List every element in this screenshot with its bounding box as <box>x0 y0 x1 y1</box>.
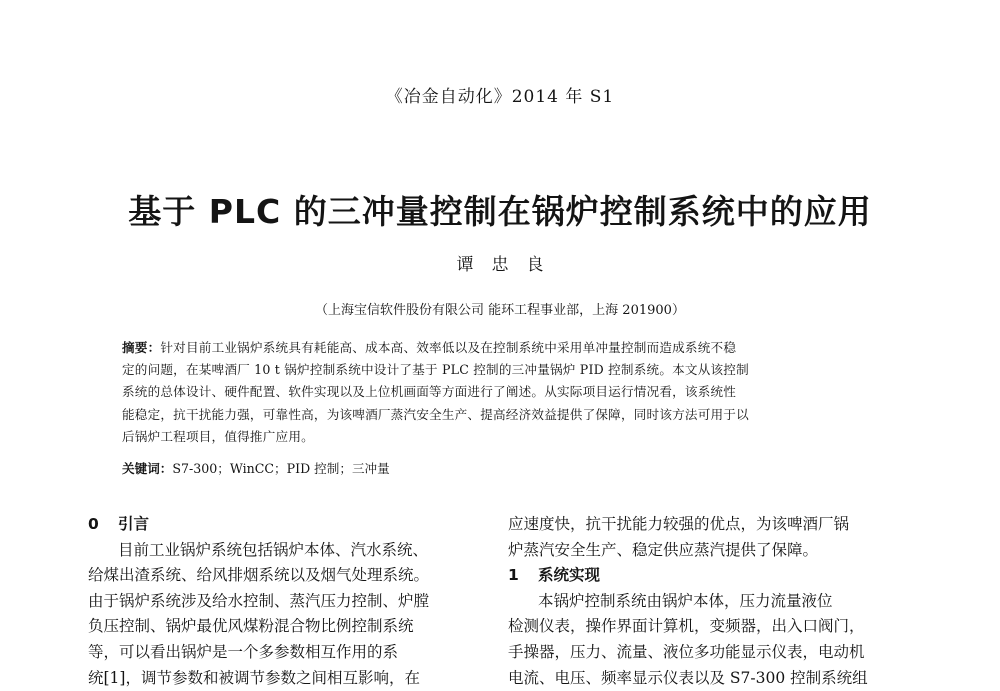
paper-title: 基于 PLC 的三冲量控制在锅炉控制系统中的应用 <box>128 192 872 231</box>
section-title: 系统实现 <box>538 566 601 585</box>
abstract <box>122 337 866 448</box>
left-column <box>88 512 480 691</box>
body-line: 手操器，压力、流量、液位多功能显示仪表，电动机 <box>508 642 865 661</box>
body-line: 负压控制、锅炉最优风煤粉混合物比例控制系统 <box>88 617 414 636</box>
body-line: 检测仪表，操作界面计算机，变频器，出入口阀门， <box>508 617 865 636</box>
abstract-line: 能稳定，抗干扰能力强，可靠性高，为该啤酒厂蒸汽安全生产、提高经济效益提供了保障，同时该方法可用于以 <box>122 406 749 422</box>
journal-header: 《冶金自动化》2014 年 S1 <box>385 87 615 107</box>
section-heading <box>88 512 480 538</box>
section-title: 引言 <box>118 515 150 533</box>
author: 谭忠良 <box>456 255 562 275</box>
abstract-line: 系统的总体设计、硬件配置、软件实现以及上位机画面等方面进行了阐述。从实际项目运行情况看，该系统性 <box>122 384 737 400</box>
body-line: 电流、电压、频率显示仪表以及 S7-300 控制系统组 <box>508 668 868 687</box>
affiliation: （上海宝信软件股份有限公司 能环工程事业部，上海 201900） <box>315 303 685 318</box>
section-heading <box>508 563 898 589</box>
keywords-label: 关键词： <box>122 461 173 476</box>
body-line: 本锅炉控制系统由锅炉本体，压力流量液位 <box>538 591 833 610</box>
abstract-label: 摘要： <box>122 340 161 355</box>
abstract-line: 后锅炉工程项目，值得推广应用。 <box>122 428 314 444</box>
body-line: 炉蒸汽安全生产、稳定供应蒸汽提供了保障。 <box>508 540 819 559</box>
abstract-line: 定的问题，在某啤酒厂 10 t 锅炉控制系统中设计了基于 PLC 控制的三冲量锅炉 PID 控制系统。本文从该控制 <box>122 362 749 378</box>
right-column <box>508 512 898 691</box>
keywords <box>122 459 866 479</box>
section-number: 0 <box>88 515 99 533</box>
section-number: 1 <box>508 566 519 585</box>
body-line: 统[1]，调节参数和被调节参数之间相互影响，在 <box>88 668 420 687</box>
body-line: 目前工业锅炉系统包括锅炉本体、汽水系统、 <box>118 540 429 559</box>
body-line: 由于锅炉系统涉及给水控制、蒸汽压力控制、炉膛 <box>88 591 430 610</box>
keywords-text: S7-300；WinCC；PID 控制；三冲量 <box>172 461 390 476</box>
abstract-line: 针对目前工业锅炉系统具有耗能高、成本高、效率低以及在控制系统中采用单冲量控制而造成系统不稳 <box>160 340 737 355</box>
body-line: 给煤出渣系统、给风排烟系统以及烟气处理系统。 <box>88 566 430 585</box>
body-line: 应速度快，抗干扰能力较强的优点，为该啤酒厂锅 <box>508 515 850 533</box>
body-line: 等，可以看出锅炉是一个多参数相互作用的系 <box>88 642 399 661</box>
